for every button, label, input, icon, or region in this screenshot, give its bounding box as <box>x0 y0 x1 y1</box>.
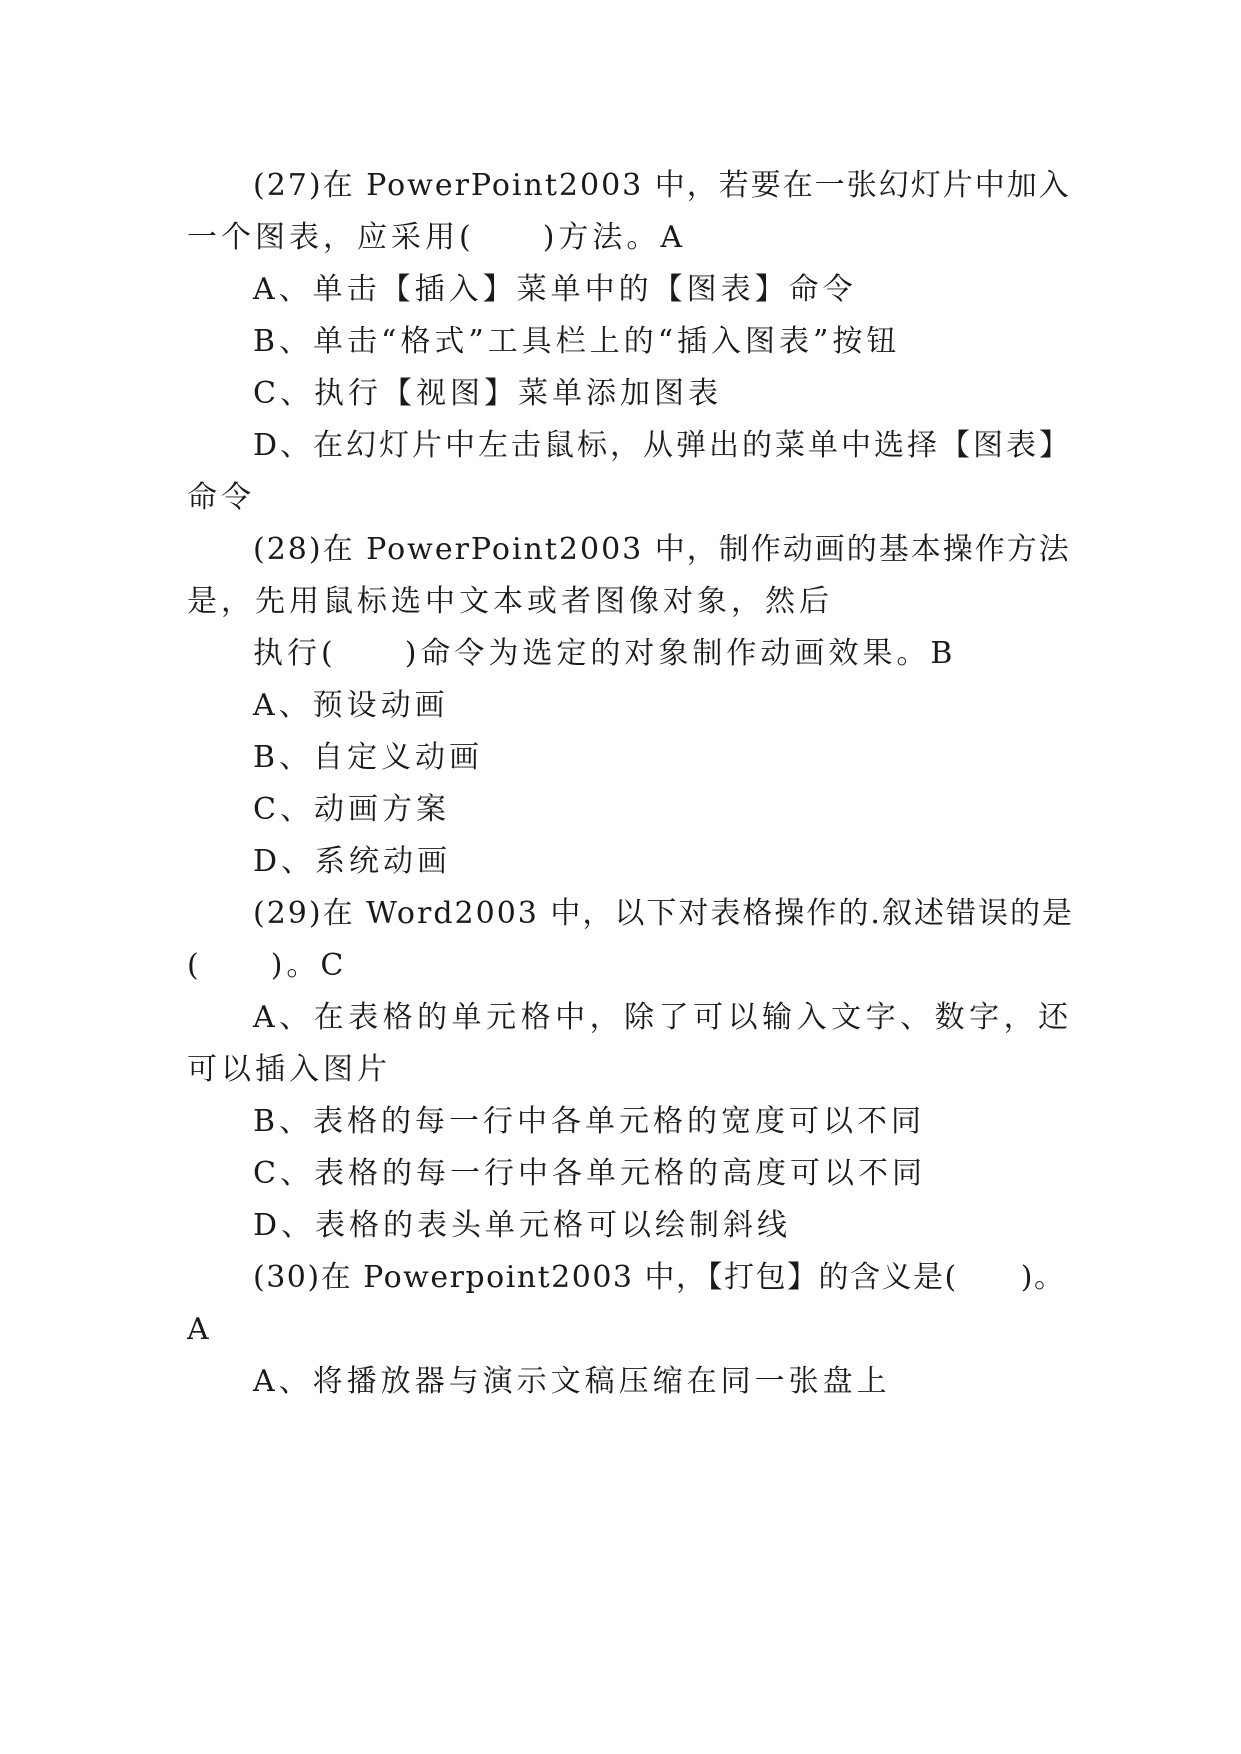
q30-option-a: A、将播放器与演示文稿压缩在同一张盘上 <box>253 1364 891 1399</box>
q29-stem-line-1: (29)在 Word2003 中，以下对表格操作的.叙述错误的是 <box>253 896 1074 931</box>
q29-option-d: D、表格的表头单元格可以绘制斜线 <box>253 1208 792 1243</box>
q27-stem-line-1: (27)在 PowerPoint2003 中，若要在一张幻灯片中加入 <box>253 168 1071 203</box>
q28-option-c: C、动画方案 <box>253 792 450 827</box>
q27-option-d-line-2: 命令 <box>187 480 255 515</box>
q29-option-a-line-2: 可以插入图片 <box>187 1052 391 1087</box>
q28-stem-line-3: 执行( )命令为选定的对象制作动画效果。B <box>253 636 957 671</box>
q27-option-b: B、单击“格式”工具栏上的“插入图表”按钮 <box>253 324 901 359</box>
q29-option-b: B、表格的每一行中各单元格的宽度可以不同 <box>253 1104 926 1139</box>
q27-option-a: A、单击【插入】菜单中的【图表】命令 <box>253 272 857 307</box>
q28-option-b: B、自定义动画 <box>253 740 484 775</box>
q27-option-c: C、执行【视图】菜单添加图表 <box>253 376 722 411</box>
q28-stem-line-2: 是，先用鼠标选中文本或者图像对象，然后 <box>187 584 833 619</box>
q28-option-a: A、预设动画 <box>253 688 449 723</box>
q28-option-d: D、系统动画 <box>253 844 452 879</box>
q30-stem-line-2: A <box>187 1312 213 1347</box>
q27-option-d-line-1: D、在幻灯片中左击鼠标，从弹出的菜单中选择【图表】 <box>253 428 1073 463</box>
q29-stem-line-2: ( )。C <box>187 948 348 983</box>
q28-stem-line-1: (28)在 PowerPoint2003 中，制作动画的基本操作方法 <box>253 532 1071 567</box>
q30-stem-line-1: (30)在 Powerpoint2003 中，【打包】的含义是( )。 <box>253 1260 1066 1295</box>
q29-option-a-line-1: A、在表格的单元格中，除了可以输入文字、数字，还 <box>253 1000 1073 1035</box>
q27-stem-line-2: 一个图表，应采用( )方法。A <box>187 220 687 255</box>
q29-option-c: C、表格的每一行中各单元格的高度可以不同 <box>253 1156 926 1191</box>
